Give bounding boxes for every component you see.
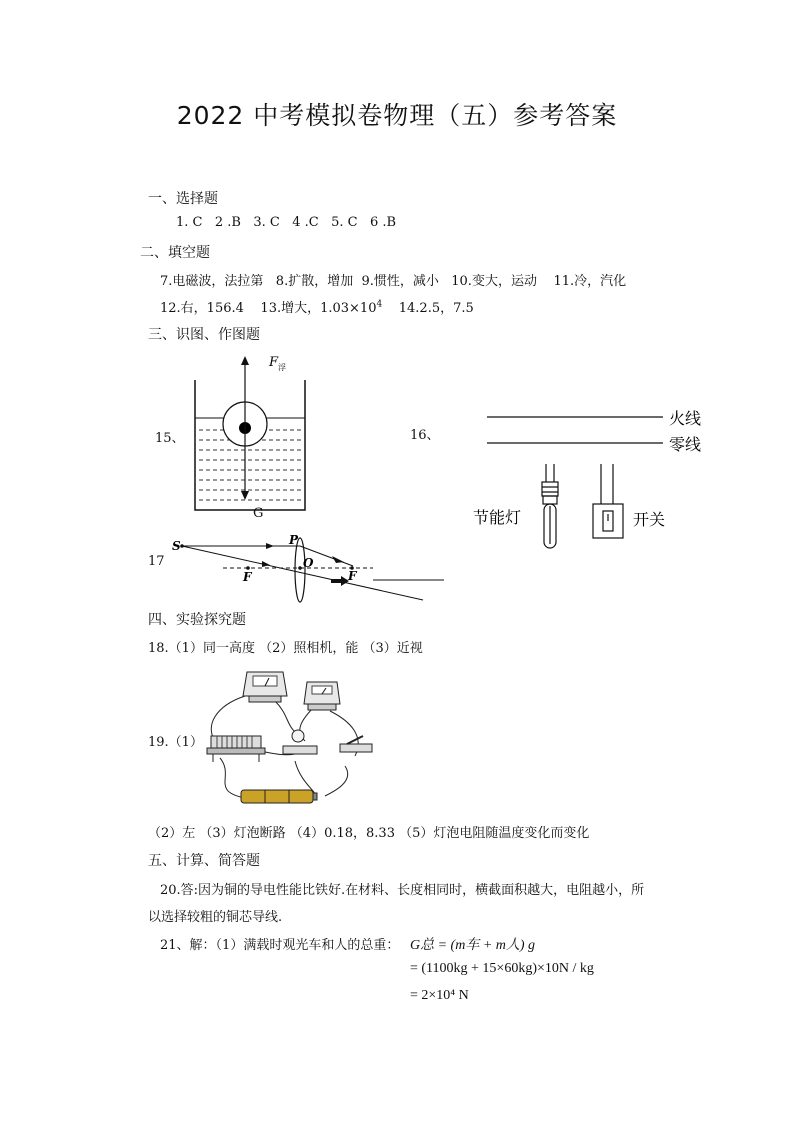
voltmeter-icon xyxy=(243,672,287,702)
q20-answer-line-1: 20.答:因为铜的导电性能比铁好.在材料、长度相同时，横截面积越大，电阻越小，所 xyxy=(160,883,645,898)
q21-equation-2: = (1100kg + 15×60kg)×10N / kg xyxy=(410,961,594,976)
q16-label: 16、 xyxy=(410,428,440,443)
lens-point-label: P xyxy=(289,533,299,547)
buoyant-force-subscript: 浮 xyxy=(278,363,286,372)
experiment-circuit-figure xyxy=(205,666,380,811)
switch-icon xyxy=(340,736,372,752)
source-point-label: S xyxy=(172,539,181,553)
buoyancy-diagram xyxy=(185,350,325,525)
left-focus-label: F xyxy=(243,570,252,584)
q21-equation-3: = 2×10⁴ N xyxy=(410,988,469,1003)
switch-icon xyxy=(593,464,623,538)
q21-equation-1: G总 = (m车 + m人) g xyxy=(410,938,536,953)
ammeter-icon xyxy=(304,682,340,710)
q15-label: 15、 xyxy=(155,431,185,446)
live-wire-label: 火线 xyxy=(669,409,702,428)
fill-answers-line-1: 7.电磁波，法拉第 8.扩散，增加 9.惯性，减小 10.变大，运动 11.冷，汽化 xyxy=(160,274,627,289)
fill-line2-main: 12.右，156.4 13.增大，1.03×10 xyxy=(160,301,377,316)
optical-center-label: O xyxy=(303,556,314,570)
fill-line2-exponent: 4 xyxy=(376,299,383,310)
q19-label: 19.（1） xyxy=(148,735,203,750)
section-heading-fill: 二、填空题 xyxy=(140,245,210,261)
battery-icon xyxy=(241,790,317,803)
rheostat-icon xyxy=(207,736,265,762)
q21-intro: 21、解：（1）满载时观光车和人的总重： xyxy=(160,938,400,953)
neutral-wire-label: 零线 xyxy=(669,435,702,454)
fill-answers-line-2 xyxy=(160,297,474,316)
section-heading-calculation: 五、计算、简答题 xyxy=(148,853,260,869)
light-bulb-icon xyxy=(283,730,317,754)
page-title: 2022 中考模拟卷物理（五）参考答案 xyxy=(176,101,618,130)
section-heading-figures: 三、识图、作图题 xyxy=(148,327,260,343)
lens-ray-diagram xyxy=(168,530,448,605)
q17-label: 17 xyxy=(148,554,165,569)
household-circuit-diagram xyxy=(470,402,720,557)
energy-saving-lamp-icon xyxy=(542,464,558,548)
q20-answer-line-2: 以选择较粗的铜芯导线. xyxy=(148,910,283,925)
buoyant-force-label: F xyxy=(269,355,279,370)
fill-line2-tail: 14.2.5，7.5 xyxy=(382,301,474,316)
lamp-label: 节能灯 xyxy=(473,508,522,527)
section-heading-experiments: 四、实验探究题 xyxy=(148,612,246,628)
choice-answers: 1. C 2 .B 3. C 4 .C 5. C 6 .B xyxy=(176,215,397,230)
q18-answer: 18.（1）同一高度 （2）照相机，能 （3）近视 xyxy=(148,641,423,656)
switch-label: 开关 xyxy=(633,510,666,529)
section-heading-choice: 一、选择题 xyxy=(148,191,218,207)
q19-answers: （2）左 （3）灯泡断路 （4）0.18，8.33 （5）灯泡电阻随温度变化而变化 xyxy=(148,826,590,841)
right-focus-label: F xyxy=(348,569,357,583)
gravity-label: G xyxy=(253,506,264,521)
